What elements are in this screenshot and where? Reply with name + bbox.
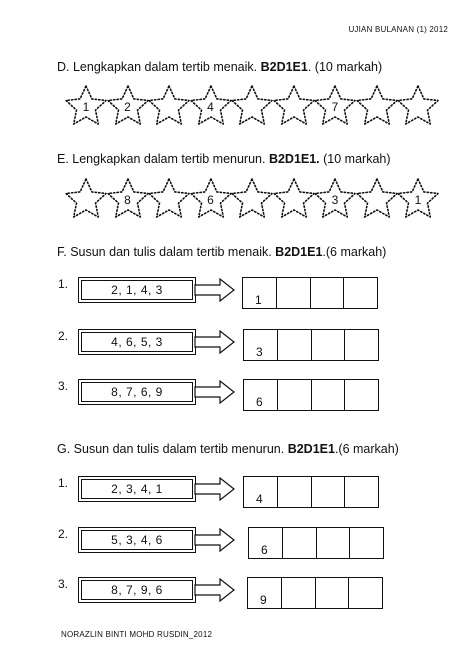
answer-cell[interactable]: 1 [255,293,262,307]
star-number: 7 [331,100,339,114]
answer-cell[interactable] [277,380,311,410]
section-g-code: B2D1E1 [287,442,335,456]
answer-cell[interactable] [282,528,316,558]
sequence-box [78,527,196,553]
sequence-box [78,329,196,355]
section-f-code: B2D1E1 [275,245,323,259]
answer-boxes[interactable] [243,379,379,411]
answer-cell[interactable] [277,330,311,360]
sequence-box [78,277,196,303]
section-d-title-text: D. Lengkapkan dalam tertib menaik. [57,60,261,74]
arrow-right-icon [194,528,236,552]
answer-cell[interactable]: 9 [260,593,267,607]
dotted-star[interactable] [394,83,442,129]
section-f-marks: .(6 markah) [322,245,387,259]
star-number: 2 [124,100,131,114]
section-f-item-3 [0,379,474,419]
section-e-marks: (10 markah) [319,152,391,166]
item-number: 2. [58,527,69,541]
arrow-right-icon [194,380,236,404]
star-number: 4 [207,100,214,114]
section-g-marks: .(6 markah) [334,442,399,456]
section-f-item-1 [0,277,474,317]
section-g-title [57,442,399,456]
sequence-text: 2, 1, 4, 3 [111,283,163,297]
answer-boxes[interactable] [243,329,379,361]
sequence-text: 8, 7, 9, 6 [111,583,163,597]
answer-boxes[interactable] [242,277,378,309]
section-d-title [57,60,382,74]
section-e-title [57,152,391,166]
answer-cell[interactable]: 3 [256,345,263,359]
section-g-item-2 [0,527,474,567]
section-d-code: B2D1E1 [260,60,308,74]
answer-cell[interactable] [277,477,311,507]
item-number: 3. [58,577,69,591]
item-number: 1. [58,476,69,490]
answer-cell[interactable] [343,278,377,308]
answer-cell[interactable] [281,578,315,608]
answer-cell[interactable] [348,578,382,608]
answer-cell[interactable] [344,477,378,507]
sequence-text: 5, 3, 4, 6 [111,533,163,547]
arrow-right-icon [194,477,236,501]
dotted-star[interactable] [394,176,442,222]
answer-cell[interactable] [344,380,378,410]
star-number: 6 [207,193,214,207]
star-number: 1 [414,193,422,207]
section-e-title-text: E. Lengkapkan dalam tertib menurun. [57,152,269,166]
star-icon [394,83,442,129]
section-d-star-row [62,83,442,141]
answer-cell[interactable] [344,330,378,360]
item-number: 1. [58,277,69,291]
answer-boxes[interactable] [243,476,379,508]
answer-cell[interactable] [311,477,345,507]
sequence-box [78,476,196,502]
answer-cell[interactable]: 6 [261,543,268,557]
answer-cell[interactable]: 4 [256,492,263,506]
answer-cell[interactable] [311,330,345,360]
sequence-box [78,379,196,405]
star-number: 8 [124,193,131,207]
answer-cell[interactable] [315,578,349,608]
star-number: 3 [331,193,339,207]
sequence-text: 8, 7, 6, 9 [111,385,163,399]
item-number: 2. [58,329,69,343]
section-g-title-text: G. Susun dan tulis dalam tertib menurun. [57,442,288,456]
answer-cell[interactable]: 6 [256,395,263,409]
section-g-item-1 [0,476,474,516]
arrow-right-icon [194,330,236,354]
sequence-text: 2, 3, 4, 1 [111,482,163,496]
section-g-item-3 [0,577,474,617]
answer-cell[interactable] [316,528,350,558]
page-footer: NORAZLIN BINTI MOHD RUSDIN_2012 [61,630,213,639]
answer-boxes[interactable] [247,577,383,609]
item-number: 3. [58,379,69,393]
answer-cell[interactable] [276,278,310,308]
answer-cell[interactable] [311,380,345,410]
section-e-star-row [62,176,442,234]
sequence-text: 4, 6, 5, 3 [111,335,163,349]
sequence-box [78,577,196,603]
section-d-marks: . (10 markah) [307,60,383,74]
arrow-right-icon [194,578,236,602]
section-e-code: B2D1E1. [268,152,320,166]
section-f-title [57,245,386,259]
star-number: 1 [82,100,90,114]
section-f-item-2 [0,329,474,369]
page-header: UJIAN BULANAN (1) 2012 [348,25,448,34]
answer-boxes[interactable] [248,527,384,559]
section-f-title-text: F. Susun dan tulis dalam tertib menaik. [57,245,276,259]
answer-cell[interactable] [349,528,383,558]
arrow-right-icon [194,278,236,302]
answer-cell[interactable] [310,278,344,308]
